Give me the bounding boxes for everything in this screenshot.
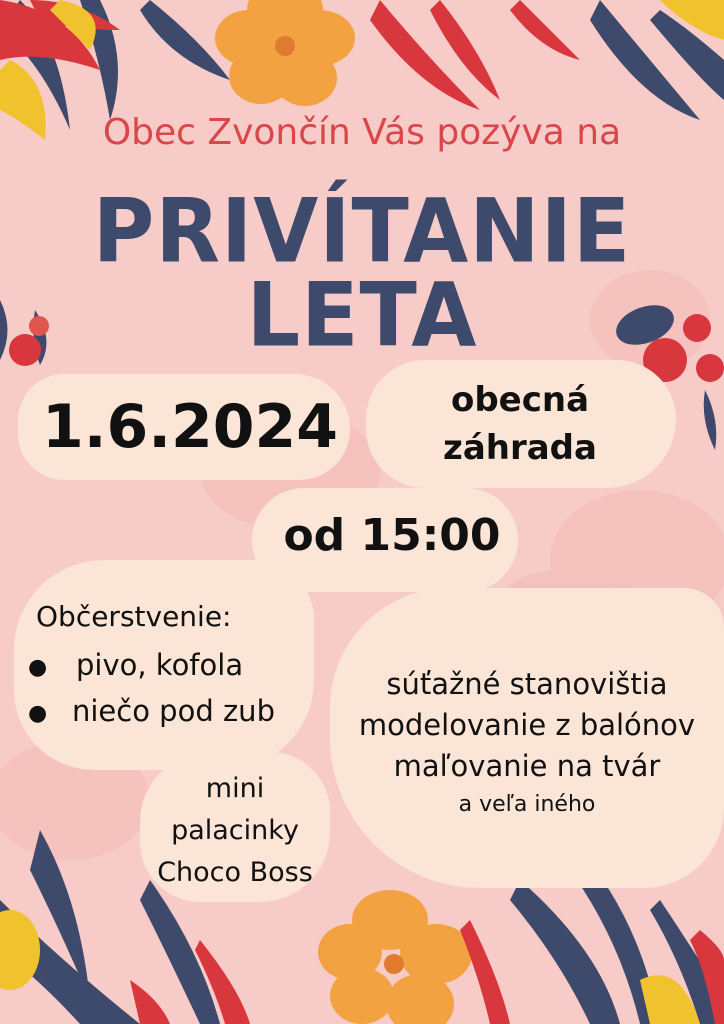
activity-item: maľovanie na tvár: [393, 749, 661, 783]
event-time: od 15:00: [283, 510, 501, 561]
mini-line: Choco Boss: [157, 857, 313, 888]
refreshment-item: ● pivo, kofola: [28, 648, 244, 682]
place-line1: obecná: [450, 380, 590, 420]
event-date: 1.6.2024: [41, 392, 339, 462]
activities-list: [330, 664, 724, 823]
refreshments-heading: Občerstvenie:: [36, 600, 232, 633]
place-line2: záhrada: [443, 428, 597, 468]
activity-more: a veľa iného: [458, 792, 596, 817]
invite-text: Obec Zvončín Vás pozýva na: [102, 112, 622, 153]
bullet-icon: ●: [28, 654, 48, 680]
bullet-icon: ●: [28, 700, 48, 726]
event-place: [380, 376, 660, 472]
activity-item: súťažné stanovištia: [386, 667, 668, 701]
refreshment-item: ● niečo pod zub: [28, 694, 275, 728]
mini-line: palacinky: [171, 815, 299, 846]
mini-line: mini: [205, 773, 265, 804]
mini-pancakes-note: [140, 768, 330, 894]
event-title-line1: PRIVÍTANIE: [92, 179, 632, 283]
event-title-line2: LETA: [246, 263, 478, 367]
flower-icon: [215, 0, 355, 106]
activity-item: modelovanie z balónov: [358, 708, 696, 742]
